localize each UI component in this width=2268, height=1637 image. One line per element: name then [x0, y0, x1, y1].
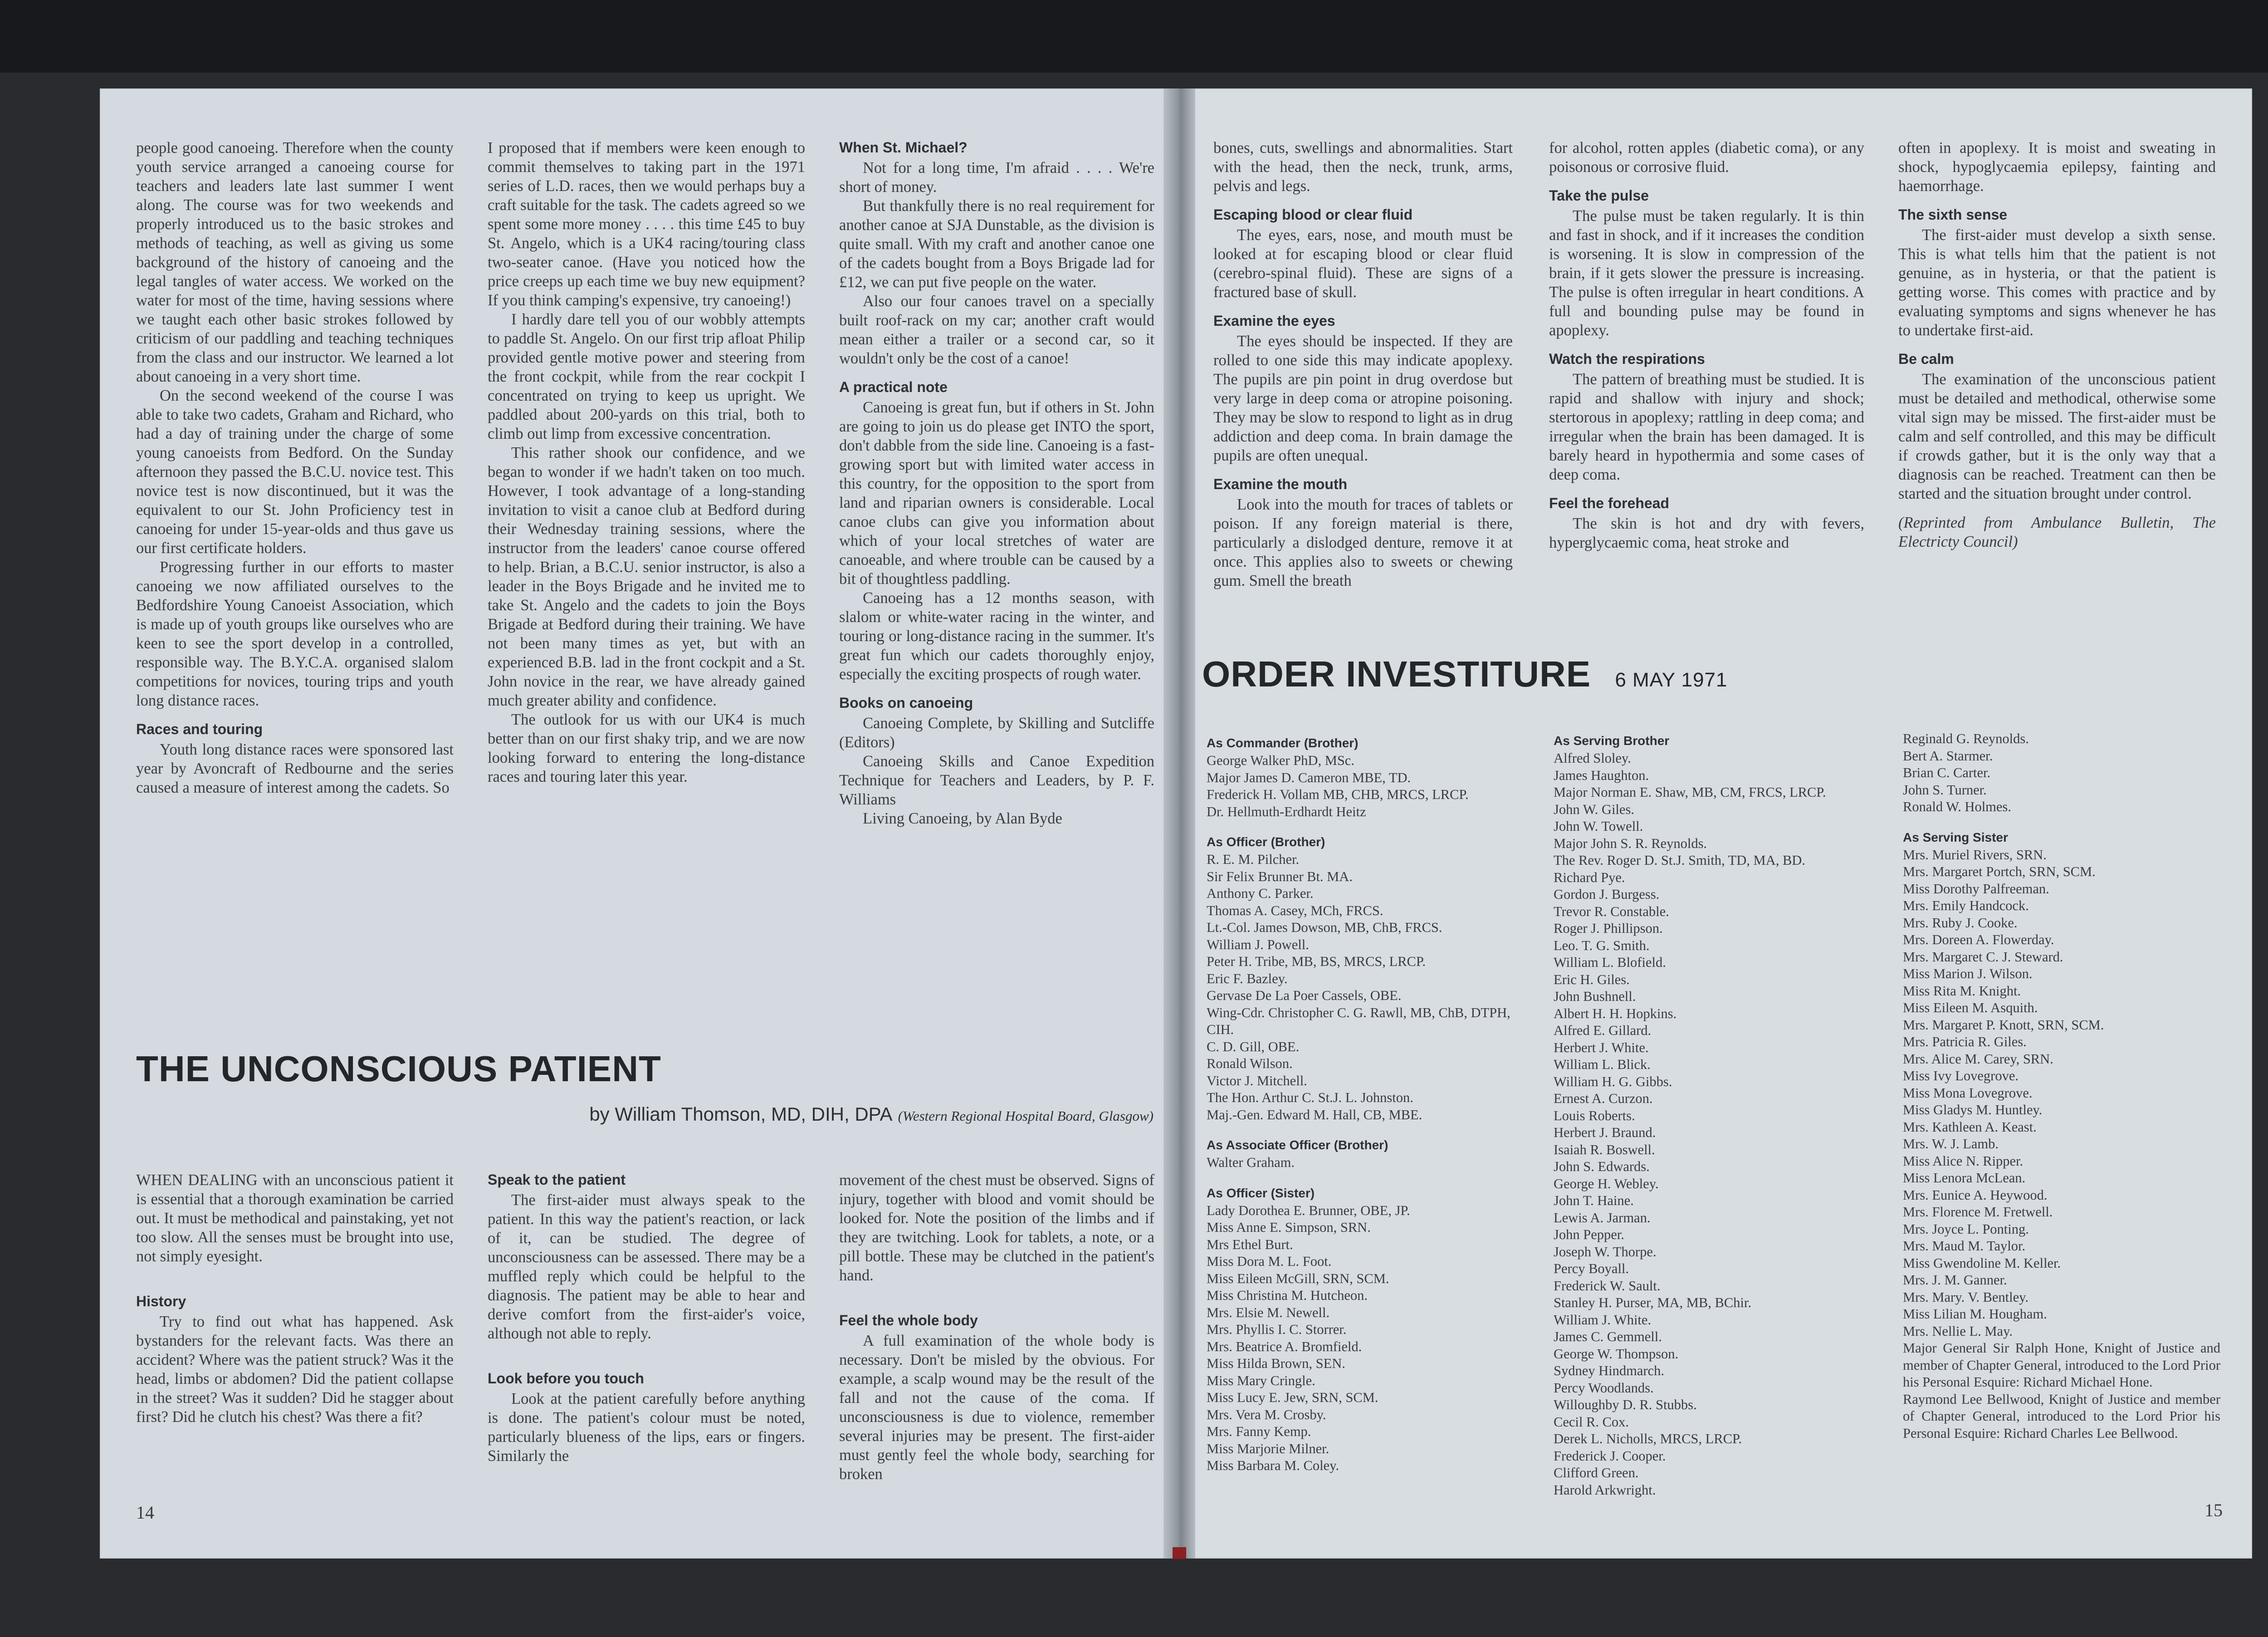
byline-affiliation: (Western Regional Hospital Board, Glasgow)	[898, 1108, 1154, 1124]
canoe-column-2	[488, 138, 805, 786]
section-heading: Books on canoeing	[839, 695, 973, 711]
honouree-name: John W. Towell.	[1554, 818, 1643, 834]
honouree-name: Ronald W. Holmes.	[1903, 799, 2011, 814]
paragraph: bones, cuts, swellings and abnormalities. Start with the head, then the neck, trunk, arms, pelvis and legs.	[1213, 139, 1513, 195]
paragraph: The pattern of breathing must be studied. It is rapid and shallow with injury and shock; stertorous in apoplexy; rattling in deep coma; and irregular when the brain has been damaged. It is barely heard in hypothermia and some cases of deep coma.	[1549, 371, 1864, 483]
honour-group-heading: As Serving Brother	[1554, 734, 1670, 748]
section-heading: Take the pulse	[1549, 187, 1649, 204]
honouree-name: Willoughby D. R. Stubbs.	[1554, 1397, 1697, 1412]
paragraph: I proposed that if members were keen enough to commit themselves to taking part in the 1971 series of L.D. races, then we would perhaps buy a craft suitable for the task. The cadets agreed so we spent some more money . . . . this time £45 to buy St. Angelo, which is a UK4 racing/touring class two-seater canoe. (Have you noticed how the price creeps up each time we buy new equipment? If you think camping's expensive, try canoeing!)	[488, 139, 805, 309]
honouree-name: Sir Felix Brunner Bt. MA.	[1207, 868, 1353, 884]
investiture-title	[1202, 653, 1727, 695]
honouree-name: Miss Ivy Lovegrove.	[1903, 1068, 2019, 1083]
paragraph: The outlook for us with our UK4 is much better than on our first shaky trip, and we are now looking forward to entering the long-distance races and touring later this year.	[488, 711, 805, 785]
honouree-name: Harold Arkwright.	[1554, 1482, 1656, 1498]
honouree-name: Lewis A. Jarman.	[1554, 1210, 1651, 1225]
paragraph: often in apoplexy. It is moist and sweating in shock, hypoglycaemia epilepsy, fainting and haemorrhage.	[1898, 139, 2216, 195]
section-heading: Be calm	[1898, 351, 1954, 367]
honouree-name: William L. Blick.	[1554, 1057, 1651, 1072]
honouree-name: John T. Haine.	[1554, 1193, 1634, 1208]
paragraph: I hardly dare tell you of our wobbly attempts to paddle St. Angelo. On our first trip afloat Philip provided gentle motive power and steering from the front cockpit, while from the rear cockpit I concentrated on trying to keep us upright. We paddled about 200-yards on this trial, both to climb out limp from excessive concentration.	[488, 311, 805, 442]
honouree-name: Mrs. Maud M. Taylor.	[1903, 1238, 2026, 1254]
honouree-name: Alfred E. Gillard.	[1554, 1023, 1652, 1038]
honouree-name: Mrs. Muriel Rivers, SRN.	[1903, 847, 2047, 863]
honouree-name: Trevor R. Constable.	[1554, 903, 1669, 919]
honouree-name: Victor J. Mitchell.	[1207, 1073, 1307, 1088]
honouree-name: Miss Lucy E. Jew, SRN, SCM.	[1207, 1390, 1378, 1405]
paragraph: Look into the mouth for traces of tablets or poison. If any foreign material is there, particularly a dislodged denture, remove it at once. This applies also to sweets or chewing gum. Smell the breath	[1213, 496, 1513, 589]
honouree-name: Derek L. Nicholls, MRCS, LRCP.	[1554, 1431, 1742, 1446]
honouree-name: Cecil R. Cox.	[1554, 1414, 1629, 1430]
honouree-name: John Bushnell.	[1554, 989, 1636, 1004]
honouree-name: William L. Blofield.	[1554, 955, 1666, 970]
honouree-name: Joseph W. Thorpe.	[1554, 1244, 1657, 1260]
page-number-right: 15	[2204, 1500, 2223, 1520]
honouree-name: John S. Turner.	[1903, 782, 1987, 798]
honouree-name: Miss Barbara M. Coley.	[1207, 1458, 1339, 1473]
canoe-column-3	[839, 138, 1154, 828]
honouree-name: Miss Alice N. Ripper.	[1903, 1153, 2024, 1169]
paragraph: On the second weekend of the course I was able to take two cadets, Graham and Richard, who had a day of training under the charge of some young canoeists from Bedford. On the Sunday afternoon they passed the B.C.U. novice test. This novice test is now discontinued, but it was the equivalent to our St. John Proficiency test in canoeing for under 15-year-olds and thus gave us our first certificate holders.	[136, 387, 454, 557]
section-heading: The sixth sense	[1898, 206, 2008, 223]
honouree-name: Mrs. Vera M. Crosby.	[1207, 1407, 1326, 1422]
honouree-name: Isaiah R. Boswell.	[1554, 1142, 1655, 1157]
patient-column-5	[1549, 138, 1864, 552]
honour-group-heading: As Serving Sister	[1903, 830, 2008, 844]
honouree-name: Mrs. Mary. V. Bentley.	[1903, 1289, 2029, 1305]
honouree-name: Major John S. R. Reynolds.	[1554, 835, 1707, 851]
patient-column-6	[1898, 138, 2216, 551]
honouree-name: Roger J. Phillipson.	[1554, 921, 1663, 936]
paragraph: The eyes, ears, nose, and mouth must be looked at for escaping blood or clear fluid (cerebro-spinal fluid). These are signs of a fractured base of skull.	[1213, 226, 1513, 301]
honouree-name: Maj.-Gen. Edward M. Hall, CB, MBE.	[1207, 1107, 1422, 1122]
paragraph: people good canoeing. Therefore when the county youth service arranged a canoeing course for teachers and leaders late last summer I went along. The course was for two weekends and properly introduced us to the basic strokes and methods of teaching, as well as giving us some background of the history of canoeing and the legal tangles of water access. We worked on the water for most of the time, having sessions where we taught each other basic strokes followed by criticism of our paddling and teaching techniques from the class and our instructor. We learned a lot about canoeing in a very short time.	[136, 139, 454, 385]
honouree-name: Gervase De La Poer Cassels, OBE.	[1207, 988, 1402, 1003]
honouree-name: C. D. Gill, OBE.	[1207, 1039, 1300, 1054]
honouree-name: Peter H. Tribe, MB, BS, MRCS, LRCP.	[1207, 954, 1426, 969]
honouree-name: Miss Lenora McLean.	[1903, 1170, 2026, 1186]
honouree-name: George H. Webley.	[1554, 1176, 1659, 1191]
section-heading: Look before you touch	[488, 1370, 644, 1387]
honouree-name: Mrs. Ruby J. Cooke.	[1903, 915, 2018, 931]
paragraph: The eyes should be inspected. If they are rolled to one side this may indicate apoplexy. The pupils are pin point in drug overdose but very large in deep coma or atropine poisoning. They may be slow to respond to light as in drug addiction and deep coma. In brain damage the pupils are often unequal.	[1213, 333, 1513, 464]
investiture-list-c	[1903, 730, 2220, 1442]
honouree-name: Percy Boyall.	[1554, 1261, 1629, 1276]
section-heading: When St. Michael?	[839, 139, 968, 156]
honouree-name: Anthony C. Parker.	[1207, 886, 1314, 901]
honouree-name: Thomas A. Casey, MCh, FRCS.	[1207, 902, 1383, 918]
patient-column-1	[136, 1171, 454, 1426]
honouree-name: The Rev. Roger D. St.J. Smith, TD, MA, BD.	[1554, 853, 1805, 868]
honouree-name: Clifford Green.	[1554, 1465, 1639, 1480]
honouree-name: John W. Giles.	[1554, 801, 1634, 817]
paragraph: The first-aider must develop a sixth sense. This is what tells him that the patient is not genuine, as in hysteria, or that the patient is getting worse. This comes with practice and by evaluating symptoms and signs whenever he has to undertake first-aid.	[1898, 226, 2216, 339]
paragraph: A full examination of the whole body is necessary. Don't be misled by the obvious. For example, a scalp wound may be the result of the fall and not the cause of the coma. If unconsciousness is due to violence, remember several injuries may be present. The first-aider must gently feel the whole body, searching for broken	[839, 1332, 1154, 1483]
honouree-name: Miss Eileen M. Asquith.	[1903, 1000, 2038, 1015]
section-heading: Speak to the patient	[488, 1171, 626, 1188]
honouree-name: Raymond Lee Bellwood, Knight of Justice and member of Chapter General, introduced to the Lord Prior his Personal Esquire: Richard Charles Lee Bellwood.	[1903, 1391, 2220, 1441]
honouree-name: Wing-Cdr. Christopher C. G. Rawll, MB, ChB, DTPH, CIH.	[1207, 1005, 1510, 1037]
honour-group-heading: As Commander (Brother)	[1207, 736, 1359, 750]
paragraph: Canoeing Complete, by Skilling and Sutcliffe (Editors)	[839, 715, 1154, 751]
honouree-name: Ernest A. Curzon.	[1554, 1091, 1653, 1106]
canoe-column-1	[136, 138, 454, 797]
honouree-name: George Walker PhD, MSc.	[1207, 753, 1354, 768]
section-heading: Feel the forehead	[1549, 495, 1669, 511]
honouree-name: Mrs. Emily Handcock.	[1903, 898, 2029, 913]
honouree-name: Louis Roberts.	[1554, 1108, 1635, 1123]
honouree-name: Gordon J. Burgess.	[1554, 887, 1660, 902]
honouree-name: Major Norman E. Shaw, MB, CM, FRCS, LRCP.	[1554, 784, 1826, 800]
section-heading: Races and touring	[136, 721, 263, 737]
honouree-name: Brian C. Carter.	[1903, 765, 1991, 780]
section-heading: Escaping blood or clear fluid	[1213, 206, 1413, 223]
article-byline	[589, 1103, 1154, 1125]
section-heading: Examine the eyes	[1213, 313, 1335, 329]
paragraph: Try to find out what has happened. Ask bystanders for the relevant facts. Was there an accident? Where was the patient struck? Was it the head, limbs or abdomen? Did the patient collapse in the street? Was it sudden? Did he stagger about first? Did he clutch his chest? Was there a fit?	[136, 1313, 454, 1426]
honouree-name: William J. White.	[1554, 1312, 1652, 1328]
honouree-name: Miss Marjorie Milner.	[1207, 1441, 1330, 1456]
honour-group-heading: As Associate Officer (Brother)	[1207, 1138, 1388, 1152]
paragraph: Canoeing is great fun, but if others in St. John are going to join us do please get INTO the sport, don't dabble from the side line. Canoeing is a fast-growing sport but with limited water access in this country, for the opposition to the sport from land and riparian owners is considerable. Local canoe clubs can give you information about which of your local stretches of water are canoeable, and where trouble can be caused by a bit of thoughtless paddling.	[839, 399, 1154, 588]
investiture-date: 6 MAY 1971	[1615, 669, 1728, 691]
honouree-name: Mrs. Phyllis I. C. Storrer.	[1207, 1322, 1347, 1337]
paragraph: Living Canoeing, by Alan Byde	[863, 810, 1062, 827]
paragraph: The skin is hot and dry with fevers, hyperglycaemic coma, heat stroke and	[1549, 515, 1864, 551]
honouree-name: James C. Gemmell.	[1554, 1329, 1662, 1344]
honouree-name: James Haughton.	[1554, 767, 1649, 783]
paragraph: Progressing further in our efforts to master canoeing we now affiliated ourselves to the Bedfordshire Young Canoeist Association, which is made up of youth groups like ourselves who are keen to see the sport develop in a controlled, responsible way. The B.Y.C.A. organised slalom competitions for novices, touring trips and youth long distance races.	[136, 559, 454, 709]
paragraph: Not for a long time, I'm afraid . . . . We're short of money.	[839, 159, 1154, 196]
honouree-name: William H. G. Gibbs.	[1554, 1073, 1672, 1089]
paragraph: This rather shook our confidence, and we began to wonder if we hadn't taken on too much. However, I took advantage of a long-standing invitation to visit a canoe club at Bedford during their Wednesday training sessions, where the instructor from the leaders' canoe course offered to help. Brian, a B.C.U. senior instructor, is also a leader in the Boys Brigade and he invited me to take St. Angelo and the cadets to join the Boys Brigade at Bedford during their training. We have not been many times as yet, but with an experienced B.B. lad in the front cockpit and a St. John novice in the rear, we have already gained much greater ability and confidence.	[488, 444, 805, 709]
paragraph: WHEN DEALING with an unconscious patient it is essential that a thorough examination be carried out. It must be methodical and painstaking, yet not too slow. All the senses must be brought into use, not simply eyesight.	[136, 1171, 454, 1265]
patient-column-2	[488, 1171, 805, 1465]
honouree-name: Major General Sir Ralph Hone, Knight of Justice and member of Chapter General, introduced to the Lord Prior his Personal Esquire: Richard Michael Hone.	[1903, 1340, 2220, 1390]
honouree-name: Mrs. Elsie M. Newell.	[1207, 1304, 1330, 1320]
honouree-name: Frederick J. Cooper.	[1554, 1448, 1666, 1464]
honouree-name: Miss Anne E. Simpson, SRN.	[1207, 1220, 1371, 1235]
honouree-name: Major James D. Cameron MBE, TD.	[1207, 769, 1411, 785]
binding-tape	[1173, 1547, 1186, 1559]
honouree-name: Albert H. H. Hopkins.	[1554, 1005, 1677, 1021]
page-number-left: 14	[136, 1502, 154, 1523]
honouree-name: Frederick W. Sault.	[1554, 1278, 1661, 1294]
honouree-name: Dr. Hellmuth-Erdhardt Heitz	[1207, 804, 1366, 819]
honouree-name: Miss Dorothy Palfreeman.	[1903, 881, 2049, 897]
honouree-name: Mrs Ethel Burt.	[1207, 1236, 1293, 1252]
article-title: THE UNCONSCIOUS PATIENT	[136, 1049, 661, 1089]
honouree-name: Mrs. Kathleen A. Keast.	[1903, 1119, 2037, 1135]
honouree-name: Ronald Wilson.	[1207, 1056, 1293, 1071]
honouree-name: Mrs. Joyce L. Ponting.	[1903, 1221, 2029, 1237]
honouree-name: Mrs. Margaret Portch, SRN, SCM.	[1903, 864, 2096, 879]
honouree-name: Eric F. Bazley.	[1207, 970, 1288, 986]
honouree-name: Walter Graham.	[1207, 1155, 1295, 1170]
reprint-credit: (Reprinted from Ambulance Bulletin, The Electricty Council)	[1898, 514, 2216, 550]
honouree-name: Mrs. Doreen A. Flowerday.	[1903, 932, 2054, 947]
paragraph: for alcohol, rotten apples (diabetic coma), or any poisonous or corrosive fluid.	[1549, 139, 1864, 176]
honouree-name: George W. Thompson.	[1554, 1346, 1679, 1362]
honouree-name: Mrs. Margaret P. Knott, SRN, SCM.	[1903, 1017, 2104, 1033]
honouree-name: Miss Dora M. L. Foot.	[1207, 1254, 1332, 1269]
paragraph: Also our four canoes travel on a specially built roof-rack on my car; another craft would mean either a trailer or a second car, so it wouldn't only be the cost of a canoe!	[839, 293, 1154, 367]
honouree-name: Miss Gladys M. Huntley.	[1903, 1102, 2043, 1117]
section-heading: History	[136, 1293, 186, 1309]
honouree-name: Bert A. Starmer.	[1903, 748, 1993, 764]
honouree-name: Miss Lilian M. Hougham.	[1903, 1306, 2047, 1322]
honouree-name: John S. Edwards.	[1554, 1159, 1650, 1174]
patient-column-3	[839, 1171, 1154, 1484]
honouree-name: Mrs. Patricia R. Giles.	[1903, 1034, 2027, 1049]
paragraph: movement of the chest must be observed. Signs of injury, together with blood and vomit should be looked for. Note the position of the limbs and if they are twitching. Look for tablets, a note, or a pill bottle. These may be clutched in the patient's hand.	[839, 1171, 1154, 1284]
honouree-name: Miss Gwendoline M. Keller.	[1903, 1255, 2061, 1271]
honouree-name: Percy Woodlands.	[1554, 1380, 1654, 1396]
paragraph: The examination of the unconscious patient must be detailed and methodical, otherwise some vital sign may be missed. The first-aider must be calm and self controlled, and this may be difficult if crowds gather, but it is the only way that a diagnosis can be reached. Treatment can then be started and the situation brought under control.	[1898, 371, 2216, 502]
honouree-name: Mrs. Nellie L. May.	[1903, 1323, 2013, 1339]
paragraph: Youth long distance races were sponsored last year by Avoncraft of Redbourne and the series caused a measure of interest among the cadets. So	[136, 741, 454, 796]
honouree-name: Herbert J. Braund.	[1554, 1125, 1656, 1140]
paragraph: The first-aider must always speak to the patient. In this way the patient's reaction, or lack of it, can be studied. The degree of unconsciousness can be assessed. There may be a muffled reply which could be helpful to the diagnosis. The patient may be able to hear and derive comfort from the first-aider's voice, although not able to reply.	[488, 1191, 805, 1342]
honouree-name: Sydney Hindmarch.	[1554, 1363, 1664, 1378]
section-heading: A practical note	[839, 379, 948, 395]
honouree-name: Miss Mona Lovegrove.	[1903, 1085, 2033, 1101]
paragraph: Canoeing Skills and Canoe Expedition Technique for Teachers and Leaders, by P. F. Williams	[839, 753, 1154, 808]
honouree-name: Leo. T. G. Smith.	[1554, 937, 1650, 953]
honouree-name: Eric H. Giles.	[1554, 971, 1630, 987]
section-heading: Watch the respirations	[1549, 351, 1705, 367]
investiture-list-b	[1554, 733, 1880, 1499]
honouree-name: The Hon. Arthur C. St.J. L. Johnston.	[1207, 1090, 1413, 1105]
scan-top-band	[0, 0, 2268, 73]
honouree-name: Lt.-Col. James Dowson, MB, ChB, FRCS.	[1207, 920, 1442, 935]
honouree-name: John Pepper.	[1554, 1227, 1624, 1242]
honouree-name: Miss Marion J. Wilson.	[1903, 966, 2033, 981]
binding-gutter	[1163, 88, 1195, 1559]
honouree-name: Miss Christina M. Hutcheon.	[1207, 1288, 1368, 1303]
honouree-name: Miss Mary Cringle.	[1207, 1372, 1315, 1388]
honouree-name: William J. Powell.	[1207, 936, 1309, 952]
honouree-name: Mrs. W. J. Lamb.	[1903, 1136, 1999, 1152]
paragraph: The pulse must be taken regularly. It is thin and fast in shock, and if it increases the condition is worsening. It is slow in compression of the brain, if it gets slower the pressure is increasing. The pulse is often irregular in heart conditions. A full and bounding pulse may be found in apoplexy.	[1549, 207, 1864, 339]
honouree-name: Richard Pye.	[1554, 869, 1625, 885]
investiture-list-a	[1207, 735, 1533, 1475]
honour-group-heading: As Officer (Brother)	[1207, 835, 1325, 849]
section-heading: Feel the whole body	[839, 1312, 978, 1328]
byline-author: by William Thomson, MD, DIH, DPA	[589, 1103, 893, 1125]
honouree-name: Miss Eileen McGill, SRN, SCM.	[1207, 1270, 1389, 1286]
honouree-name: Stanley H. Purser, MA, MB, BChir.	[1554, 1295, 1751, 1310]
investiture-title-text: ORDER INVESTITURE	[1202, 654, 1591, 694]
paragraph: Look at the patient carefully before anything is done. The patient's colour must be noted, particularly blueness of the lips, ears or fingers. Similarly the	[488, 1390, 805, 1465]
honouree-name: Miss Hilda Brown, SEN.	[1207, 1356, 1345, 1371]
honouree-name: Mrs. Alice M. Carey, SRN.	[1903, 1051, 2053, 1067]
honouree-name: Mrs. Fanny Kemp.	[1207, 1424, 1311, 1439]
honouree-name: Frederick H. Vollam MB, CHB, MRCS, LRCP.	[1207, 787, 1469, 802]
honouree-name: Mrs. Beatrice A. Bromfield.	[1207, 1338, 1362, 1354]
honouree-name: Mrs. Florence M. Fretwell.	[1903, 1204, 2053, 1220]
honouree-name: Lady Dorothea E. Brunner, OBE, JP.	[1207, 1202, 1410, 1218]
honouree-name: Herbert J. White.	[1554, 1039, 1649, 1055]
patient-column-4	[1213, 138, 1513, 590]
section-heading: Examine the mouth	[1213, 476, 1348, 492]
honouree-name: Miss Rita M. Knight.	[1903, 983, 2021, 999]
paragraph: But thankfully there is no real requirement for another canoe at SJA Dunstable, as the division is quite small. With my craft and another canoe one of the cadets bought from a Boys Brigade lad for £12, we can put five people on the water.	[839, 197, 1154, 291]
honour-group-heading: As Officer (Sister)	[1207, 1186, 1315, 1200]
honouree-name: Reginald G. Reynolds.	[1903, 731, 2029, 746]
honouree-name: Mrs. Margaret C. J. Steward.	[1903, 949, 2063, 965]
paragraph: Canoeing has a 12 months season, with slalom or white-water racing in the winter, and touring or long-distance racing in the summer. It's great fun which our cadets thoroughly enjoy, especially the exciting prospects of rough water.	[839, 589, 1154, 683]
honouree-name: Mrs. Eunice A. Heywood.	[1903, 1187, 2048, 1203]
honouree-name: Alfred Sloley.	[1554, 750, 1631, 766]
honouree-name: Mrs. J. M. Ganner.	[1903, 1272, 2007, 1288]
honouree-name: R. E. M. Pilcher.	[1207, 852, 1300, 867]
